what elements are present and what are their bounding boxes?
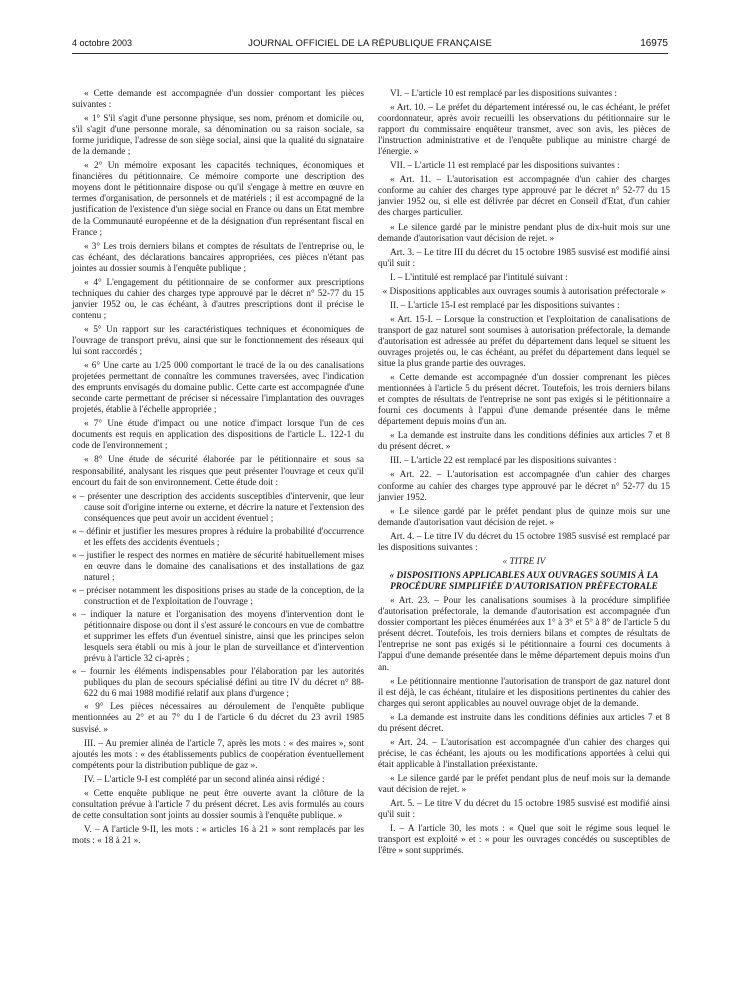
paragraph: Art. 3. – Le titre III du décret du 15 octobre 1985 susvisé est modifié ainsi qu'il suit : (378, 247, 670, 269)
paragraph: VII. – L'article 11 est remplacé par les dispositions suivantes : (390, 161, 620, 172)
paragraph: III. – L'article 22 est remplacé par les dispositions suivantes : (390, 456, 617, 467)
header-rule (72, 53, 668, 54)
paragraph: « 7° Une étude d'impact ou une notice d'impact lorsque l'un de ces documents est requis en application des dispositions de l'article L. 122-1 du code de l'environnement ; (72, 419, 364, 452)
paragraph: « La demande est instruite dans les conditions définies aux articles 7 et 8 du présent décret. » (378, 431, 670, 453)
paragraph: « 1° S'il s'agit d'une personne physique, ses nom, prénom et domicile ou, s'il s'agit d'une personne morale, sa dénomination ou sa raison sociale, sa forme juridique, l'adresse de son siège social, ainsi que la qualité du signataire de la demande ; (72, 114, 364, 158)
paragraph: Art. 4. – Le titre IV du décret du 15 octobre 1985 susvisé est remplacé par les dispositions suivantes : (378, 531, 670, 553)
paragraph: « 2° Un mémoire exposant les capacités techniques, économiques et financières du pétitionnaire. Ce mémoire comporte une description des moyens dont le pétitionnaire dispose ou qu'il s'engage à mettre en œuvre en termes d'organisation, de personnels et de matériels ; il est accompagné de la justification de l'existence d'un siège social en France ou dans un Etat membre de la Communauté européenne et de la désignation d'un représentant fiscal en France ; (72, 161, 364, 238)
paragraph: « – fournir les éléments indispensables pour l'élaboration par les autorités publiques du plan de secours spécialisé défini au titre IV du décret n° 88-622 du 6 mai 1988 modifié relatif aux plans d'urgence ; (72, 667, 364, 700)
paragraph: « – définir et justifier les mesures propres à réduire la probabilité d'occurrence et les effets des accidents éventuels ; (72, 526, 364, 548)
paragraph: III. – Au premier alinéa de l'article 7, après les mots : « des maires », sont ajoutés les mots : « des établissements publics de coopération éventuellement compétents pour la distribution publique de gaz ». (72, 738, 364, 771)
paragraph: « Cette demande est accompagnée d'un dossier comportant les pièces suivantes : (72, 89, 364, 111)
paragraph: « 6° Une carte au 1/25 000 comportant le tracé de la ou des canalisations projetées permettant de connaître les communes traversées, avec l'indication des emprunts envisagés du domaine public. Cette carte est accompagnée d'une seconde carte permettant de préciser si nécessaire l'implantation des ouvrages projetés, établie à l'échelle appropriée ; (72, 361, 364, 416)
paragraph: V. – A l'article 9-II, les mots : « articles 16 à 21 » sont remplacés par les mots : « 18 à 21 ». (72, 824, 364, 846)
paragraph: « Art. 15-I. – Lorsque la construction et l'exploitation de canalisations de transport de gaz naturel sont soumises à autorisation préfectorale, la demande d'autorisation est adressée au préfet du département dans lequel se situent les ouvrages projetés ou, le cas échéant, au préfet du département dans lequel se situe la plus grande partie des ouvrages. (378, 314, 670, 370)
paragraph: « Art. 22. – L'autorisation est accompagnée d'un cahier des charges conforme au cahier des charges type approuvé par le décret n° 52-77 du 15 janvier 1952. (378, 470, 670, 503)
paragraph: « 8° Une étude de sécurité élaborée par le pétitionnaire et sous sa responsabilité, analysant les risques que peut présenter l'ouvrage et ceux qu'il encourt du fait de son environnement. Cette étude doit : (72, 455, 364, 488)
right-column (378, 89, 670, 860)
paragraph: « 9° Les pièces nécessaires au déroulement de l'enquête publique mentionnées au 2° et au 7° du I de l'article 6 du décret du 23 avril 1985 susvisé. » (72, 702, 364, 735)
paragraph: « Le silence gardé par le préfet pendant plus de neuf mois sur la demande vaut décision de rejet. » (378, 773, 670, 795)
paragraph: « La demande est instruite dans les conditions définies aux articles 7 et 8 du présent décret. (378, 712, 670, 734)
paragraph: « 3° Les trois derniers bilans et comptes de résultats de l'entreprise ou, le cas échéant, des déclarations bancaires appropriées, ces pièces n'étant pas jointes au dossier soumis à l'enquête publique ; (72, 241, 364, 274)
paragraph: « Art. 24. – L'autorisation est accompagnée d'un cahier des charges qui précise, le cas échéant, les ajouts ou les modifications apportées à celui qui était applicable à l'installation préexistante. (378, 737, 670, 770)
paragraph: « 5° Un rapport sur les caractéristiques techniques et économiques de l'ouvrage de transport prévu, ainsi que sur le fonctionnement des réseaux qui lui sont raccordés ; (72, 324, 364, 358)
paragraph: « Le silence gardé par le préfet pendant plus de quinze mois sur une demande d'autorisation vaut décision de rejet. » (378, 506, 670, 528)
paragraph: « Art. 23. – Pour les canalisations soumises à la procédure simplifiée d'autorisation préfectorale, la demande d'autorisation est accompagnée d'un dossier comportant les pièces énumérées aux 1° à 3° et 5° à 8° de l'article 5 du présent décret. Toutefois, les trois derniers bilans et comptes de résultats de l'entreprise ne sont pas exigés si le pétitionnaire a fourni ces documents à l'appui d'une demande présentée dans le même département depuis moins d'un an. (378, 596, 670, 673)
paragraph: « – présenter une description des accidents susceptibles d'intervenir, que leur cause soit d'origine interne ou externe, et décrire la nature et l'extension des conséquences que peut avoir un accident éventuel ; (72, 491, 364, 524)
paragraph: « Le pétitionnaire mentionne l'autorisation de transport de gaz naturel dont il est déjà, le cas échéant, titulaire et les dispositions pertinentes du cahier des charges qui seront applicables au nouvel ouvrage objet de la demande. (378, 676, 670, 709)
paragraph: « Cette demande est accompagnée d'un dossier comprenant les pièces mentionnées à l'article 5 du présent décret. Toutefois, les trois derniers bilans et comptes de résultats de l'entreprise ne sont pas exigés si le pétitionnaire a fourni ces documents à l'appui d'une demande présentée dans le même département depuis moins d'un an. (378, 373, 670, 428)
paragraph: « Le silence gardé par le ministre pendant plus de dix-huit mois sur une demande d'autorisation vaut décision de rejet. » (378, 222, 670, 244)
header-page-number: 16975 (640, 38, 668, 49)
left-column (72, 89, 364, 850)
paragraph: I. – A l'article 30, les mots : « Quel que soit le régime sous lequel le transport est exploité » et : « pour les ouvrages concédés ou susceptibles de l'être » sont supprimés. (378, 824, 670, 857)
paragraph: « – préciser notamment les dispositions prises au stade de la conception, de la construction et de l'exploitation de l'ouvrage ; (72, 585, 364, 608)
page-header (72, 38, 668, 52)
header-journal-title: JOURNAL OFFICIEL DE LA RÉPUBLIQUE FRANÇAISE (248, 38, 492, 49)
paragraph: « Cette enquête publique ne peut être ouverte avant la clôture de la consultation prévue à l'article 7 du présent décret. Les avis formulés au cours de cette consultation sont joints au dossier soumis à l'enquête publique. » (72, 788, 364, 821)
paragraph: « 4° L'engagement du pétitionnaire de se conformer aux prescriptions techniques du cahier des charges type approuvé par le décret n° 52-77 du 15 janvier 1952 ou, le cas échéant, à d'autres prescriptions dont il précise le contenu ; (72, 277, 364, 321)
paragraph: « DISPOSITIONS APPLICABLES AUX OUVRAGES SOUMIS À LA PROCÉDURE SIMPLIFIÉE D'AUTORISATION PRÉFECTORALE (389, 570, 659, 593)
paragraph: « – indiquer la nature et l'organisation des moyens d'intervention dont le pétitionnaire dispose ou dont il s'est assuré le concours en vue de combattre et supprimer les effets d'un éventuel sinistre, ainsi que les principes selon lesquels sera établi ou mis à jour le plan de surveillance et d'intervention prévu à l'article 32 ci-après ; (72, 610, 364, 665)
paragraph: « Dispositions applicables aux ouvrages soumis à autorisation préfectorale » (382, 286, 666, 297)
paragraph: IV. – L'article 9-I est complété par un second alinéa ainsi rédigé : (84, 774, 325, 785)
paragraph: Art. 5. – Le titre V du décret du 15 octobre 1985 susvisé est modifié ainsi qu'il suit : (378, 799, 670, 821)
paragraph: « Art. 10. – Le préfet du département intéressé ou, le cas échéant, le préfet coordonnateur, après avoir recueilli les observations du pétitionnaire sur le rapport du commissaire enquêteur transmet, avec son avis, les pièces de l'instruction administrative et de l'enquête publique au ministre chargé de l'énergie. » (378, 103, 670, 158)
header-date: 4 octobre 2003 (72, 38, 133, 48)
paragraph: « Art. 11. – L'autorisation est accompagnée d'un cahier des charges conforme au cahier des charges type approuvé par le décret n° 52-77 du 15 janvier 1952 ou, si elle est délivrée par décret en Conseil d'Etat, d'un cahier des charges particulier. (378, 175, 670, 219)
paragraph: VI. – L'article 10 est remplacé par les dispositions suivantes : (390, 89, 617, 99)
paragraph: II. – L'article 15-I est remplacé par les dispositions suivantes : (390, 300, 620, 311)
paragraph: « – justifier le respect des normes en matière de sécurité habituellement mises en œuvre dans le domaine des canalisations et des installations de gaz naturel ; (72, 550, 364, 583)
paragraph: « TITRE IV (502, 556, 546, 567)
paragraph: I. – L'intitulé est remplacé par l'intitulé suivant : (390, 272, 568, 283)
